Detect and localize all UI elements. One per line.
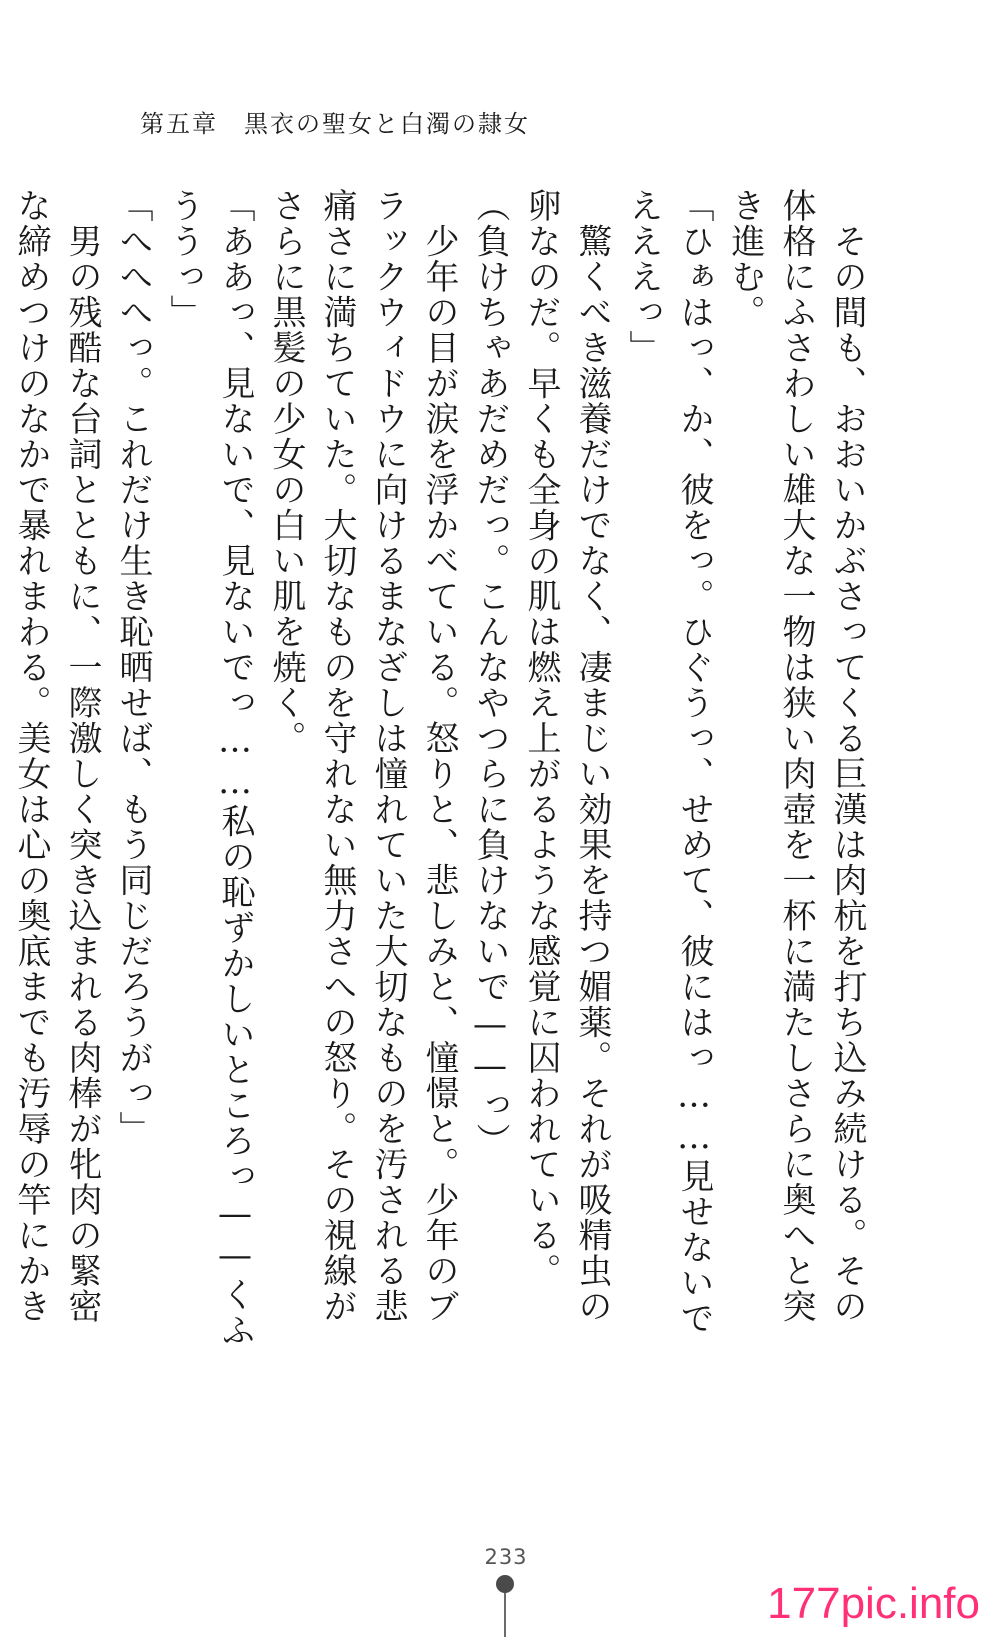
watermark: 177pic.info: [767, 1579, 980, 1628]
paragraph: 驚くべき滋養だけでなく、凄まじい効果を持つ媚薬。それが吸精虫の卵なのだ。早くも全身の肌は燃え上がるような感覚に囚われている。: [521, 188, 612, 1324]
vertical-body-text: [0, 188, 872, 1358]
page-number: 233: [484, 1545, 528, 1569]
paragraph: 「へへへっ。これだけ生き恥晒せば、もう同じだろうがっ」: [113, 188, 153, 1147]
marker-dot: [496, 1575, 514, 1593]
paragraph: 少年の目が涙を浮かべている。怒りと、悲しみと、憧憬と。少年のブラックウィドウに向けるまなざしは憧れていた大切なものを汚される悲痛さに満ちていた。大切なものを守れない無力さへの怒り。その視線がさらに黒髪の少女の白い肌を焼く。: [266, 188, 459, 1324]
paragraph: その間も、おおいかぶさってくる巨漢は肉杭を打ち込み続ける。その体格にふさわしい雄大な一物は狭い肉壺を一杯に満たしさらに奥へと突き進む。: [725, 188, 867, 1324]
paragraph: 男の残酷な台詞とともに、一際激しく突き込まれる肉棒が牝肉の緊密な締めつけのなかで暴れまわる。美女は心の奥底までも汚辱の竿にかき: [11, 188, 102, 1324]
paragraph: 「ああっ、見ないで、見ないでっ……私の恥ずかしいところっ——くふううっ」: [164, 188, 255, 1348]
marker-line: [504, 1593, 506, 1637]
chapter-title: 第五章 黒衣の聖女と白濁の隷女: [140, 110, 530, 138]
page-marker-icon: [496, 1575, 514, 1637]
paragraph: 「ひぁはっ、か、彼をっ。ひぐうっ、せめて、彼にはっ……見せないでえええっ」: [623, 188, 714, 1336]
paragraph: （負けちゃあだめだっ。こんなやつらに負けないで——っ）: [470, 188, 510, 1159]
